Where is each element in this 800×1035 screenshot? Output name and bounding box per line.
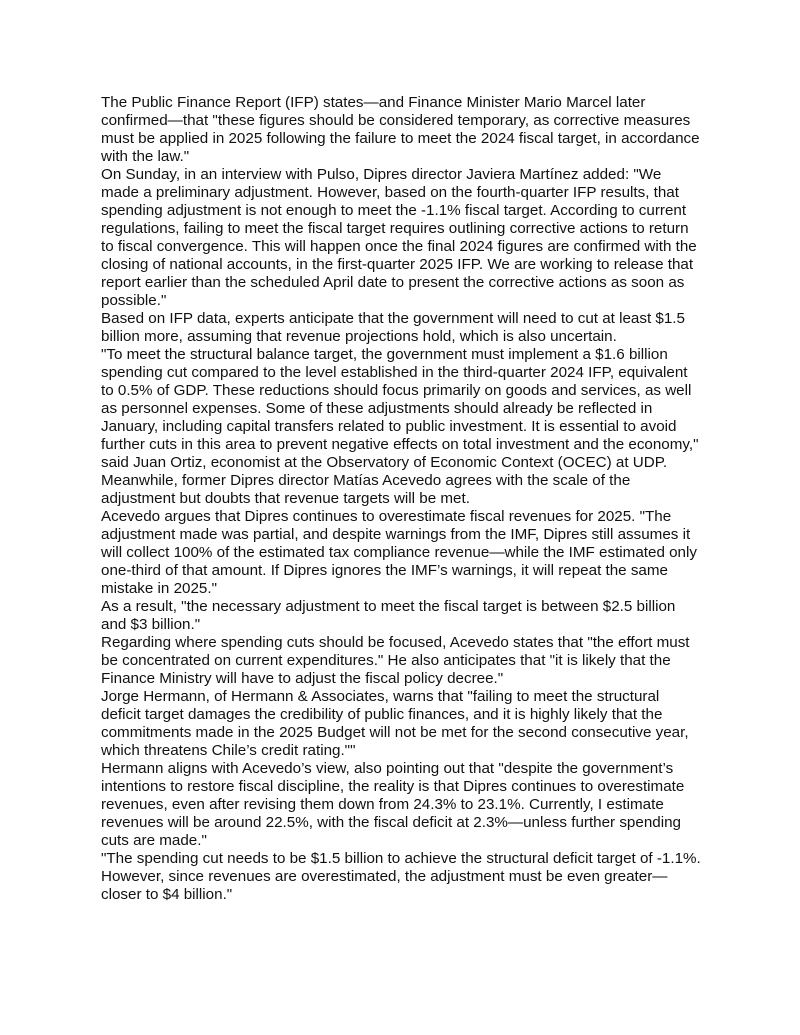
paragraph-acevedo-argument: Acevedo argues that Dipres continues to overestimate fiscal revenues for 2025. "The adjustment made was partial, and despite warnings from the IMF, Dipres still assumes it will collect 100% of the estimated tax compliance revenue—while the IMF estimated only one-third of that amount. If Dipres ignores the IMF’s warnings, it will repeat the same mistake in 2025.": [101, 508, 697, 597]
paragraph-ifp-statement: The Public Finance Report (IFP) states—and Finance Minister Mario Marcel later confirmed—that "these figures should be considered temporary, as corrective measures must be applied in 2025 following the failure to meet the 2024 fiscal target, in accordance with the law.": [101, 94, 700, 165]
paragraph-closing-quote: "The spending cut needs to be $1.5 billion to achieve the structural deficit target of -1.1%. However, since revenues are overestimated, the adjustment must be even greater—closer to $4 billion.": [101, 850, 701, 903]
paragraph-martinez-quote: On Sunday, in an interview with Pulso, Dipres director Javiera Martínez added: "We made a preliminary adjustment. However, based on the fourth-quarter IFP results, that spending adjustment is not enough to meet the -1.1% fiscal target. According to current regulations, failing to meet the fiscal target requires outlining corrective actions to return to fiscal convergence. This will happen once the final 2024 figures are confirmed with the closing of national accounts, in the first-quarter 2025 IFP. We are working to release that report earlier than the scheduled April date to present the corrective actions as soon as possible.": [101, 166, 697, 309]
paragraph-acevedo-intro: Meanwhile, former Dipres director Matías Acevedo agrees with the scale of the adjustment but doubts that revenue targets will be met.: [101, 472, 631, 507]
paragraph-ortiz-quote: "To meet the structural balance target, the government must implement a $1.6 billion spending cut compared to the level established in the third-quarter 2024 IFP, equivalent to 0.5% of GDP. These reductions should focus primarily on goods and services, as well as personnel expenses. Some of these adjustments should already be reflected in January, including capital transfers related to public investment. It is essential to avoid further cuts in this area to prevent negative effects on total investment and the economy," said Juan Ortiz, economist at the Observatory of Economic Context (OCEC) at UDP.: [101, 346, 699, 471]
paragraph-spending-focus: Regarding where spending cuts should be focused, Acevedo states that "the effort must be concentrated on current expenditures." He also anticipates that "it is likely that the Finance Ministry will have to adjust the fiscal policy decree.": [101, 634, 690, 687]
paragraph-hermann-view: Hermann aligns with Acevedo’s view, also pointing out that "despite the government’s intentions to restore fiscal discipline, the reality is that Dipres continues to overestimate revenues, even after revising them down from 24.3% to 23.1%. Currently, I estimate revenues will be around 22.5%, with the fiscal deficit at 2.3%—unless further spending cuts are made.": [101, 760, 685, 849]
paragraph-hermann-warning: Jorge Hermann, of Hermann & Associates, warns that "failing to meet the structural deficit target damages the credibility of public finances, and it is highly likely that the commitments made in the 2025 Budget will not be met for the second consecutive year, which threatens Chile’s credit rating."": [101, 688, 689, 759]
paragraph-adjustment-range: As a result, "the necessary adjustment to meet the fiscal target is between $2.5 billion and $3 billion.": [101, 598, 676, 633]
article-body: [101, 94, 701, 904]
paragraph-experts-estimate: Based on IFP data, experts anticipate that the government will need to cut at least $1.5 billion more, assuming that revenue projections hold, which is also uncertain.: [101, 310, 685, 345]
